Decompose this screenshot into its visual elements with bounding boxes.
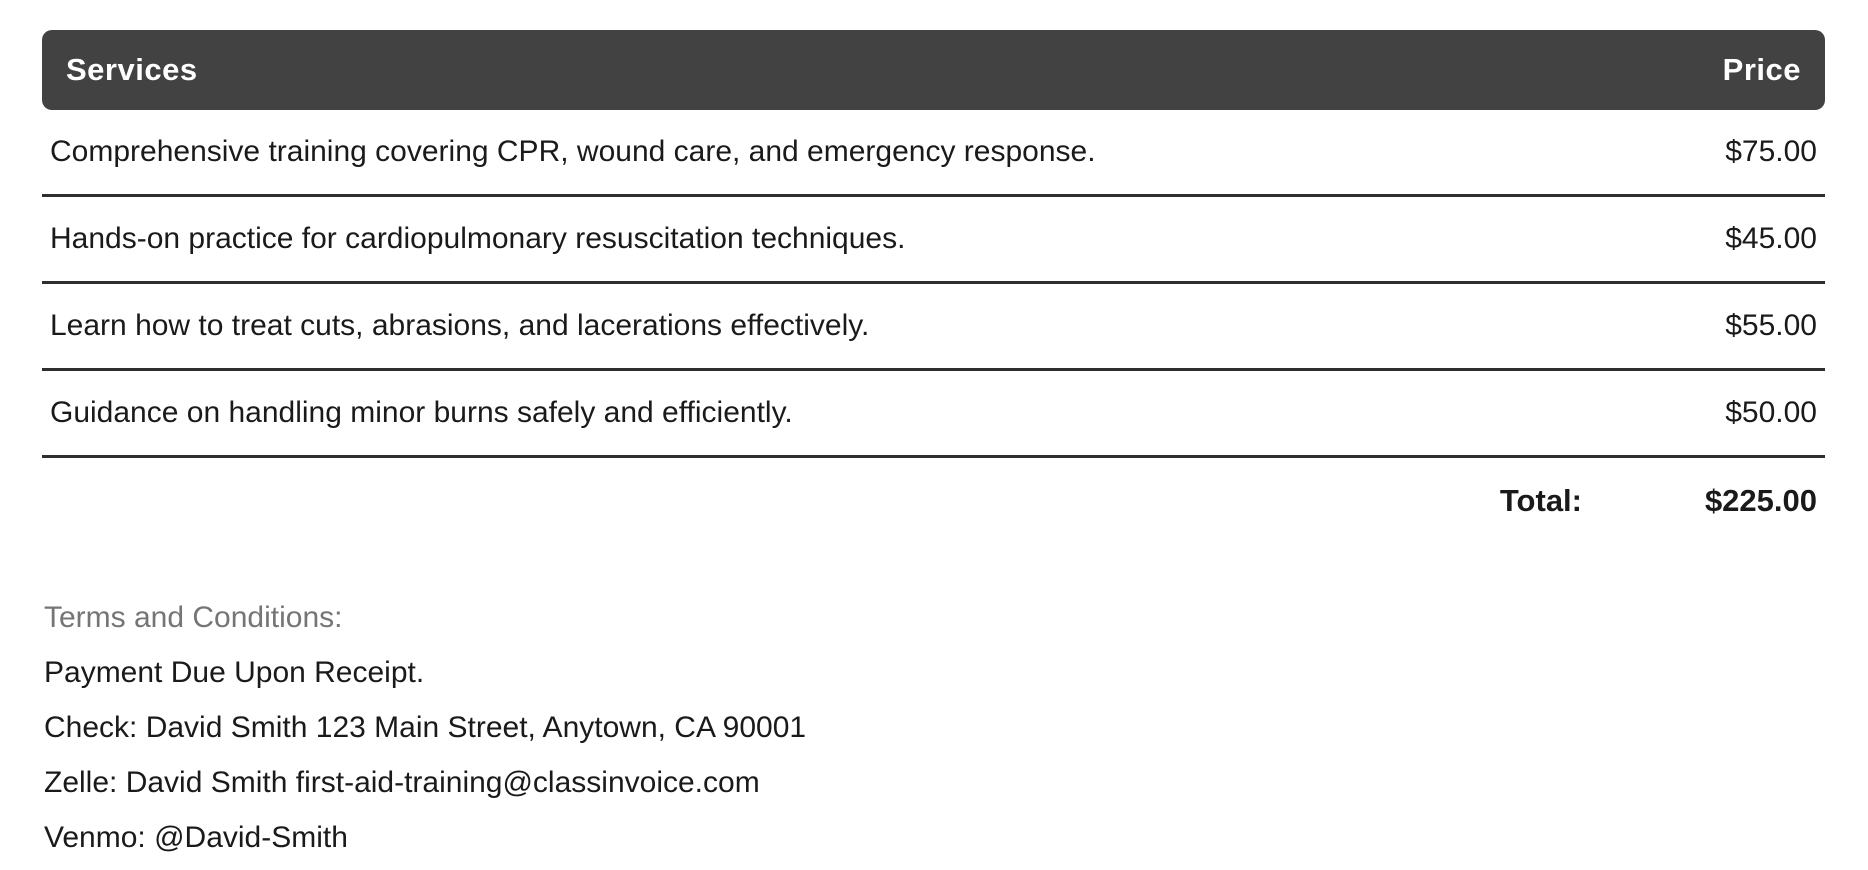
- service-price: $55.00: [1725, 309, 1817, 342]
- terms-line-venmo: Venmo: @David-Smith: [44, 821, 348, 854]
- service-price: $75.00: [1725, 135, 1817, 168]
- service-description: Hands-on practice for cardiopulmonary resuscitation techniques.: [50, 222, 906, 255]
- table-row: [42, 284, 1825, 371]
- terms-section: [42, 590, 1825, 865]
- table-row: [42, 371, 1825, 458]
- terms-line-check: Check: David Smith 123 Main Street, Anytown, CA 90001: [44, 711, 807, 744]
- terms-line-zelle: Zelle: David Smith first-aid-training@classinvoice.com: [44, 766, 760, 799]
- service-description: Learn how to treat cuts, abrasions, and lacerations effectively.: [50, 309, 870, 342]
- services-table: [42, 30, 1825, 544]
- service-description: Guidance on handling minor burns safely and efficiently.: [50, 396, 793, 429]
- terms-heading: Terms and Conditions:: [44, 601, 343, 634]
- terms-line-payment: Payment Due Upon Receipt.: [44, 656, 425, 689]
- table-row: [42, 197, 1825, 284]
- column-header-services: Services: [66, 52, 198, 87]
- service-description: Comprehensive training covering CPR, wound care, and emergency response.: [50, 135, 1096, 168]
- service-price: $50.00: [1725, 396, 1817, 429]
- service-price: $45.00: [1725, 222, 1817, 255]
- total-label: Total:: [1499, 483, 1582, 518]
- table-row: [42, 110, 1825, 197]
- total-row: [42, 458, 1825, 544]
- column-header-price: Price: [1722, 52, 1801, 87]
- table-header-row: [42, 30, 1825, 110]
- total-value: $225.00: [1704, 483, 1817, 518]
